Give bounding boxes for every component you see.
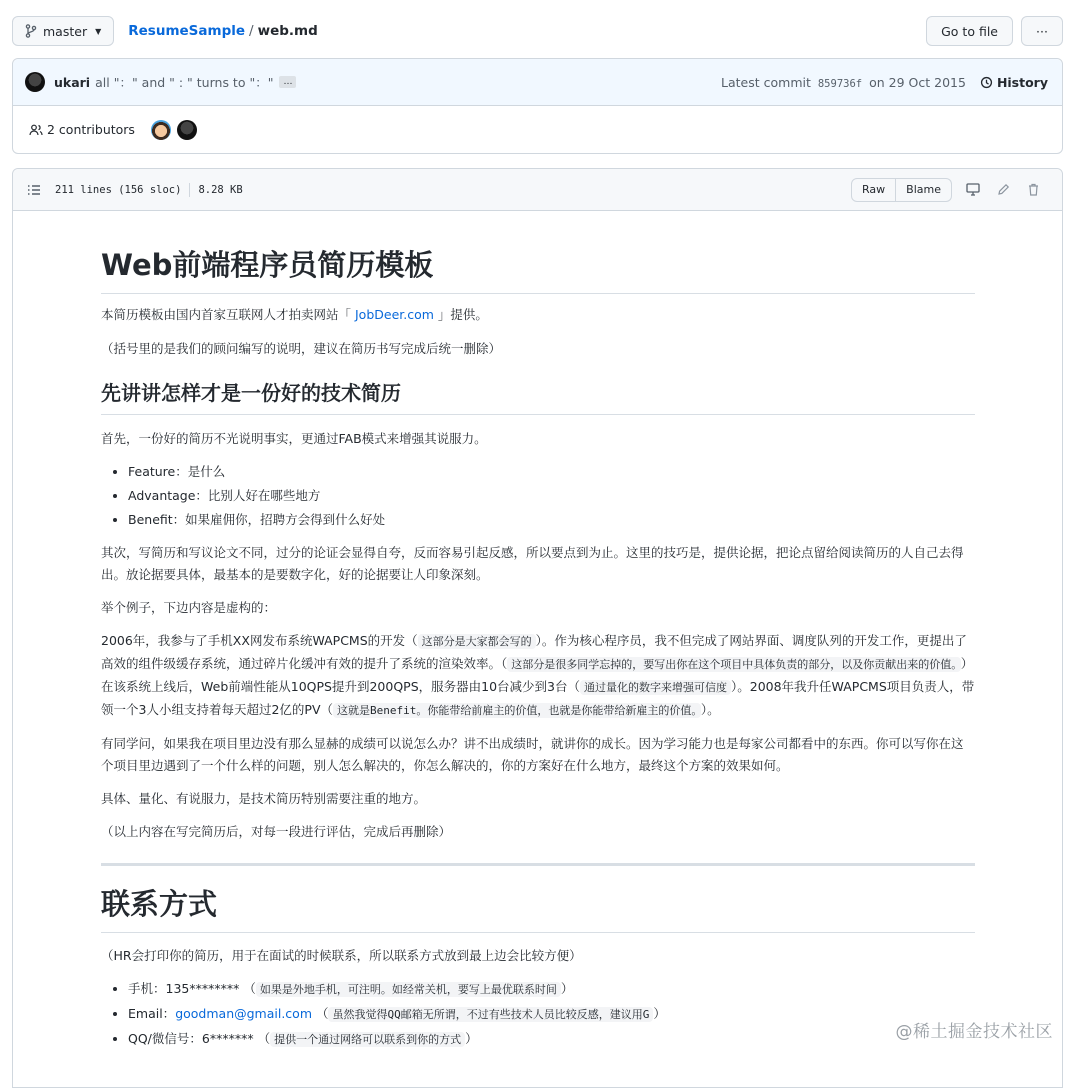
note-paragraph-3: （HR会打印你的简历，用于在面试的时候联系，所以联系方式放到最上边会比较方便） [101,948,582,963]
example-text: ）。2008年我升任WAPCMS项目负责人，带领一个3人小组支持着每天超过2亿的PV（ [101,679,975,717]
blame-button[interactable]: Blame [896,178,952,202]
paragraph-example [101,630,975,722]
list-item: • Benefit：如果雇佣你，招聘方会得到什么好处 [128,508,975,532]
note-paragraph-2: （以上内容在写完简历后，对每一段进行评估，完成后再删除） [101,824,452,839]
note-paragraph: （括号里的是我们的顾问编写的说明，建议在简历书写完成后统一删除） [101,341,502,356]
file-viewer [12,168,1063,1088]
list-item: • Feature：是什么 [128,460,975,484]
avatar[interactable] [25,72,45,92]
raw-button[interactable]: Raw [851,178,896,202]
commit-message[interactable]: all "：" and " : " turns to "：" [95,75,274,90]
intro-paragraph [101,304,975,326]
expand-commit-button[interactable]: … [279,76,296,88]
list-item-qq: • QQ/微信号：6******* （ 提供一个通过网络可以联系到你的方式 ） [128,1027,975,1052]
contact-title: 联系方式 [101,884,975,933]
contact-list [101,977,975,1052]
inline-code: 提供一个通过网络可以联系到你的方式 [270,1032,465,1047]
list-item-email: • Email：goodman@gmail.com （ 虽然我觉得QQ邮箱无所谓，不过有些技术人员比较反感，建议用G ） [128,1002,975,1027]
inline-code: 虽然我觉得QQ邮箱无所谓，不过有些技术人员比较反感，建议用G [328,1007,653,1022]
history-link[interactable] [980,75,1048,90]
paragraph-summary: 具体、量化、有说服力，是技术简历特别需要注重的地方。 [101,791,427,806]
contributors-count[interactable]: 2 contributors [47,122,135,137]
history-icon [980,76,993,89]
breadcrumb-separator: / [249,23,254,39]
go-to-file-button[interactable]: Go to file [926,16,1013,46]
intro-text-end: 」提供。 [433,307,488,322]
file-size: 8.28 KB [198,183,243,196]
example-text: ）在该系统上线后，Web前端性能从10QPS提升到200QPS，服务器由10台减少到3台（ [101,656,974,694]
inline-code: 这部分是大家都会写的 [418,634,536,649]
latest-commit-row [13,59,1062,106]
paragraph-fab: 首先，一份好的简历不光说明事实，更通过FAB模式来增强其说服力。 [101,431,487,446]
jobdeer-link[interactable]: JobDeer.com [354,307,434,322]
latest-commit-label: Latest commit [721,74,811,90]
list-item-phone: • 手机：135******** （ 如果是外地手机，可注明。如经常关机，要写上最优联系时间 ） [128,977,975,1002]
inline-code: 通过量化的数字来增强可信度 [580,680,731,695]
contributor-avatar[interactable] [151,120,171,140]
branch-selector[interactable] [12,16,114,46]
more-options-button[interactable]: ··· [1021,16,1063,46]
file-info [55,183,243,197]
watermark: @稀土掘金技术社区 [895,1022,1053,1042]
branch-name: master [43,23,88,39]
fab-list [101,460,975,532]
contributors-row [13,106,1062,153]
doc-title: Web前端程序员简历模板 [101,245,975,294]
commit-box [12,58,1063,154]
file-navigation [12,16,1063,46]
git-branch-icon [25,24,37,38]
example-text: ）。 [700,702,720,717]
trash-icon[interactable] [1018,183,1048,196]
commit-date: on 29 Oct 2015 [869,74,966,90]
outline-list-icon[interactable] [27,184,41,196]
breadcrumb-file: web.md [257,23,318,39]
example-text: ）。作为核心程序员，我不但完成了网站界面、调度队列的开发工作，更提出了高效的组件级缓存系统，通过碎片化缓冲有效的提升了系统的渲染效率。（ [101,633,967,671]
paragraph-argument: 其次，写简历和写议论文不同，过分的论证会显得自夸，反而容易引起反感，所以要点到为止。这里的技巧是，提供论据，把论点留给阅读简历的人自己去得出。放论据要具体，最基本的是要数字化，好的论据要让人印象深刻。 [101,545,964,582]
pencil-icon[interactable] [988,183,1018,196]
breadcrumb [128,23,318,39]
commit-sha-link[interactable]: 859736f [817,77,863,90]
contributor-avatar[interactable] [177,120,197,140]
paragraph-growth: 有同学问，如果我在项目里边没有那么显赫的成绩可以说怎么办？讲不出成绩时，就讲你的成长。因为学习能力也是每家公司都看中的东西。你可以写你在这个项目里边遇到了一个什么样的问题，别人怎么解决的，你怎么解决的，你的方案好在什么地方，最终这个方案的效果如何。 [101,736,964,773]
file-lines: 211 lines (156 sloc) [55,183,182,196]
list-item: • Advantage：比别人好在哪些地方 [128,484,975,508]
desktop-icon[interactable] [958,183,988,196]
people-icon [29,124,43,136]
divider [101,863,975,866]
breadcrumb-repo-link[interactable]: ResumeSample [128,23,246,39]
markdown-body [101,211,975,1052]
inline-code: 这部分是很多同学忘掉的，要写出你在这个项目中具体负责的部分，以及你贡献出来的价值。 [507,657,961,672]
paragraph-example-intro: 举个例子，下边内容是虚构的： [101,600,277,615]
file-header [13,169,1062,211]
example-text: 2006年，我参与了手机XX网发布系统WAPCMS的开发（ [101,633,418,648]
inline-code: 这就是Benefit。你能带给前雇主的价值，也就是你能带给新雇主的价值。 [333,703,701,718]
caret-down-icon: ▼ [95,26,102,36]
email-link[interactable]: goodman@gmail.com [175,1006,312,1021]
history-label: History [996,74,1048,90]
intro-text: 本简历模板由国内首家互联网人才拍卖网站「 [101,307,355,322]
section-heading: 先讲讲怎样才是一份好的技术简历 [101,378,975,415]
commit-author[interactable]: ukari [54,74,91,90]
inline-code: 如果是外地手机，可注明。如经常关机，要写上最优联系时间 [256,982,561,997]
latest-commit-info [721,75,966,90]
